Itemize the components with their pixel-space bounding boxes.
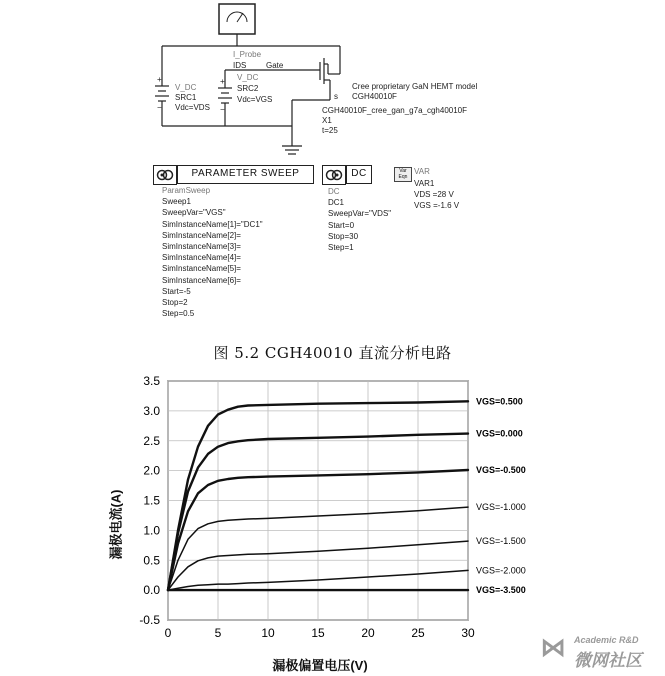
svg-text:+: + xyxy=(157,75,162,84)
param-sweep-line: SweepVar="VGS" xyxy=(162,208,226,218)
dc-line: Step=1 xyxy=(328,243,354,253)
src1-name: SRC1 xyxy=(175,93,197,102)
y-tick-label: 0.0 xyxy=(143,583,160,598)
figure-caption: 图 5.2 CGH40010 直流分析电路 xyxy=(213,344,452,362)
i-probe-name: IDS xyxy=(233,61,247,70)
y-tick-label: 2.0 xyxy=(143,463,160,478)
dc-type: DC xyxy=(328,187,340,196)
src1-type: V_DC xyxy=(175,83,197,92)
series-label: VGS=-2.000 xyxy=(476,565,526,576)
dc-line: SweepVar="VDS" xyxy=(328,209,392,219)
series-label: VGS=-1.000 xyxy=(476,502,526,513)
src2-type: V_DC xyxy=(237,73,259,82)
param-sweep-line: SimInstanceName[6]= xyxy=(162,275,241,285)
var-line: VGS =-1.6 V xyxy=(414,201,460,211)
param-sweep-line: SimInstanceName[1]="DC1" xyxy=(162,219,263,229)
watermark-bottom: 微网社区 xyxy=(574,651,642,670)
x-axis-label: 漏极偏置电压(V) xyxy=(272,658,368,673)
param-sweep-line: Stop=2 xyxy=(162,298,188,308)
param-sweep-line: SimInstanceName[4]= xyxy=(162,253,241,263)
series-label: VGS=0.000 xyxy=(476,428,523,439)
x-tick-label: 25 xyxy=(411,626,425,640)
param-sweep-title: PARAMETER SWEEP xyxy=(177,165,314,184)
var-type: VAR xyxy=(414,167,430,176)
param-sweep-line: Start=-5 xyxy=(162,286,191,296)
dc-line: Stop=30 xyxy=(328,231,359,241)
watermark-logo-icon: ⋈ xyxy=(540,632,566,662)
x-tick-label: 5 xyxy=(214,626,222,640)
src1-value: Vdc=VDS xyxy=(175,103,210,112)
y-tick-label: 2.5 xyxy=(143,433,160,448)
src2-value: Vdc=VGS xyxy=(237,95,273,104)
transistor-part: CGH40010F xyxy=(352,92,397,101)
series-label: VGS=-0.500 xyxy=(476,465,526,476)
series-label: VGS=-1.500 xyxy=(476,536,526,547)
y-tick-label: -0.5 xyxy=(139,613,160,627)
series-label: VGS=-3.500 xyxy=(476,585,526,596)
x-tick-label: 0 xyxy=(164,626,172,640)
transistor-source-pin: s xyxy=(334,92,338,101)
y-tick-label: 1.0 xyxy=(143,523,160,538)
param-sweep-line: SimInstanceName[2]= xyxy=(162,230,241,240)
src2-name: SRC2 xyxy=(237,84,259,93)
dc-title: DC xyxy=(346,165,372,184)
transistor-instance: X1 xyxy=(322,116,332,125)
x-tick-label: 10 xyxy=(261,626,275,640)
y-tick-label: 3.0 xyxy=(143,403,160,418)
x-tick-label: 30 xyxy=(461,626,475,640)
var-line: VAR1 xyxy=(414,179,435,188)
param-sweep-line: SimInstanceName[3]= xyxy=(162,242,241,252)
param-sweep-type: ParamSweep xyxy=(162,186,211,195)
dc-line: DC1 xyxy=(328,198,345,208)
i-probe-label: I_Probe xyxy=(233,50,262,59)
x-tick-label: 15 xyxy=(311,626,325,640)
param-sweep-line: Sweep1 xyxy=(162,197,191,207)
var-line: VDS =28 V xyxy=(414,190,454,200)
transistor-desc: Cree proprietary GaN HEMT model xyxy=(352,82,478,91)
y-tick-label: 1.5 xyxy=(143,493,160,508)
param-sweep-line: Step=0.5 xyxy=(162,309,195,319)
param-sweep-line: SimInstanceName[5]= xyxy=(162,264,241,274)
transistor-model: CGH40010F_cree_gan_g7a_cgh40010F xyxy=(322,106,467,115)
svg-text:−: − xyxy=(157,103,162,112)
transistor-temp: t=25 xyxy=(322,126,338,135)
gate-label: Gate xyxy=(266,61,284,70)
series-label: VGS=0.500 xyxy=(476,396,523,407)
y-tick-label: 0.5 xyxy=(143,553,160,568)
y-tick-label: 3.5 xyxy=(143,374,160,388)
var-tag-top: Var xyxy=(399,168,407,174)
y-axis-label: 漏极电流(A) xyxy=(108,489,124,560)
svg-text:+: + xyxy=(220,77,225,86)
dc-line: Start=0 xyxy=(328,220,355,230)
var-tag-bottom: Eqn xyxy=(398,174,408,180)
x-tick-label: 20 xyxy=(361,626,375,640)
watermark-top: Academic R&D xyxy=(574,635,639,645)
svg-text:−: − xyxy=(220,105,225,114)
